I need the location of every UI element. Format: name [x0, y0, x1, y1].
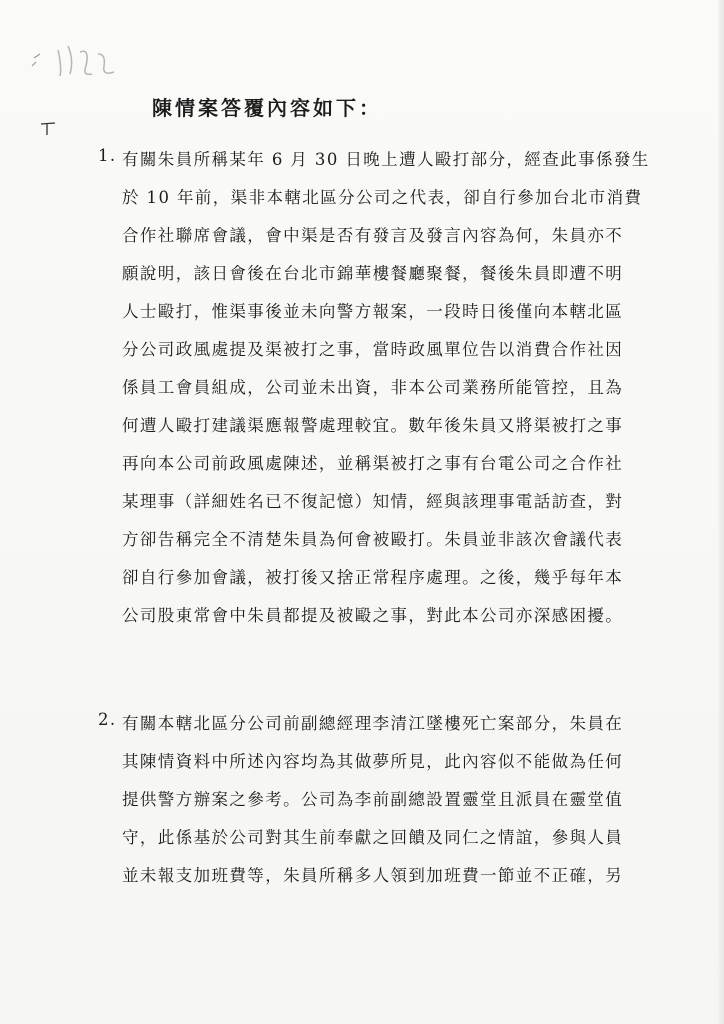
item-line: 方卻告稱完全不清楚朱員為何會被毆打。朱員並非該次會議代表: [122, 530, 624, 549]
item-line: 再向本公司前政風處陳述，並稱渠被打之事有台電公司之合作社: [122, 454, 624, 473]
item-line: 提供警方辦案之參考。公司為李前副總設置靈堂且派員在靈堂值: [122, 790, 624, 809]
item-line: 公司股東常會中朱員都提及被毆之事，對此本公司亦深感困擾。: [122, 606, 624, 625]
item-line: 合作社聯席會議，會中渠是否有發言及發言內容為何，朱員亦不: [122, 226, 624, 245]
item-line: 某理事（詳細姓名已不復記憶）知情，經與該理事電話訪查，對: [122, 492, 624, 511]
item-line: 願說明，該日會後在台北市錦華樓餐廳聚餐，餐後朱員即遭不明: [122, 264, 624, 283]
item-line: 卻自行參加會議，被打後又捨正常程序處理。之後，幾乎每年本: [122, 568, 624, 587]
item-line: 守，此係基於公司對其生前奉獻之回饋及同仁之情誼，參與人員: [122, 828, 624, 847]
item-line: 並未報支加班費等，朱員所稱多人領到加班費一節並不正確，另: [122, 866, 624, 885]
item-line: 其陳情資料中所述內容均為其做夢所見，此內容似不能做為任何: [122, 752, 624, 771]
item-line: 何遭人毆打建議渠應報警處理較宜。數年後朱員又將渠被打之事: [122, 416, 624, 435]
page-title: 陳情案答覆內容如下：: [152, 96, 382, 120]
item-number: 2.: [98, 710, 117, 729]
margin-tick-mark: [40, 122, 56, 136]
item-line: 有關朱員所稱某年 6 月 30 日晚上遭人毆打部分，經查此事係發生: [122, 150, 650, 169]
item-number: 1.: [98, 146, 117, 165]
item-line: 有關本轄北區分公司前副總經理李清江墜樓死亡案部分，朱員在: [122, 714, 624, 733]
item-line: 人士毆打，惟渠事後並未向警方報案，一段時日後僅向本轄北區: [122, 302, 624, 321]
item-line: 係員工會員組成，公司並未出資，非本公司業務所能管控，且為: [122, 378, 624, 397]
stamp-scribble-mark: [28, 40, 138, 80]
paper-edge: [718, 0, 724, 1024]
item-line: 於 10 年前，渠非本轄北區分公司之代表，卻自行參加台北市消費: [122, 188, 643, 207]
item-line: 分公司政風處提及渠被打之事，當時政風單位告以消費合作社因: [122, 340, 624, 359]
